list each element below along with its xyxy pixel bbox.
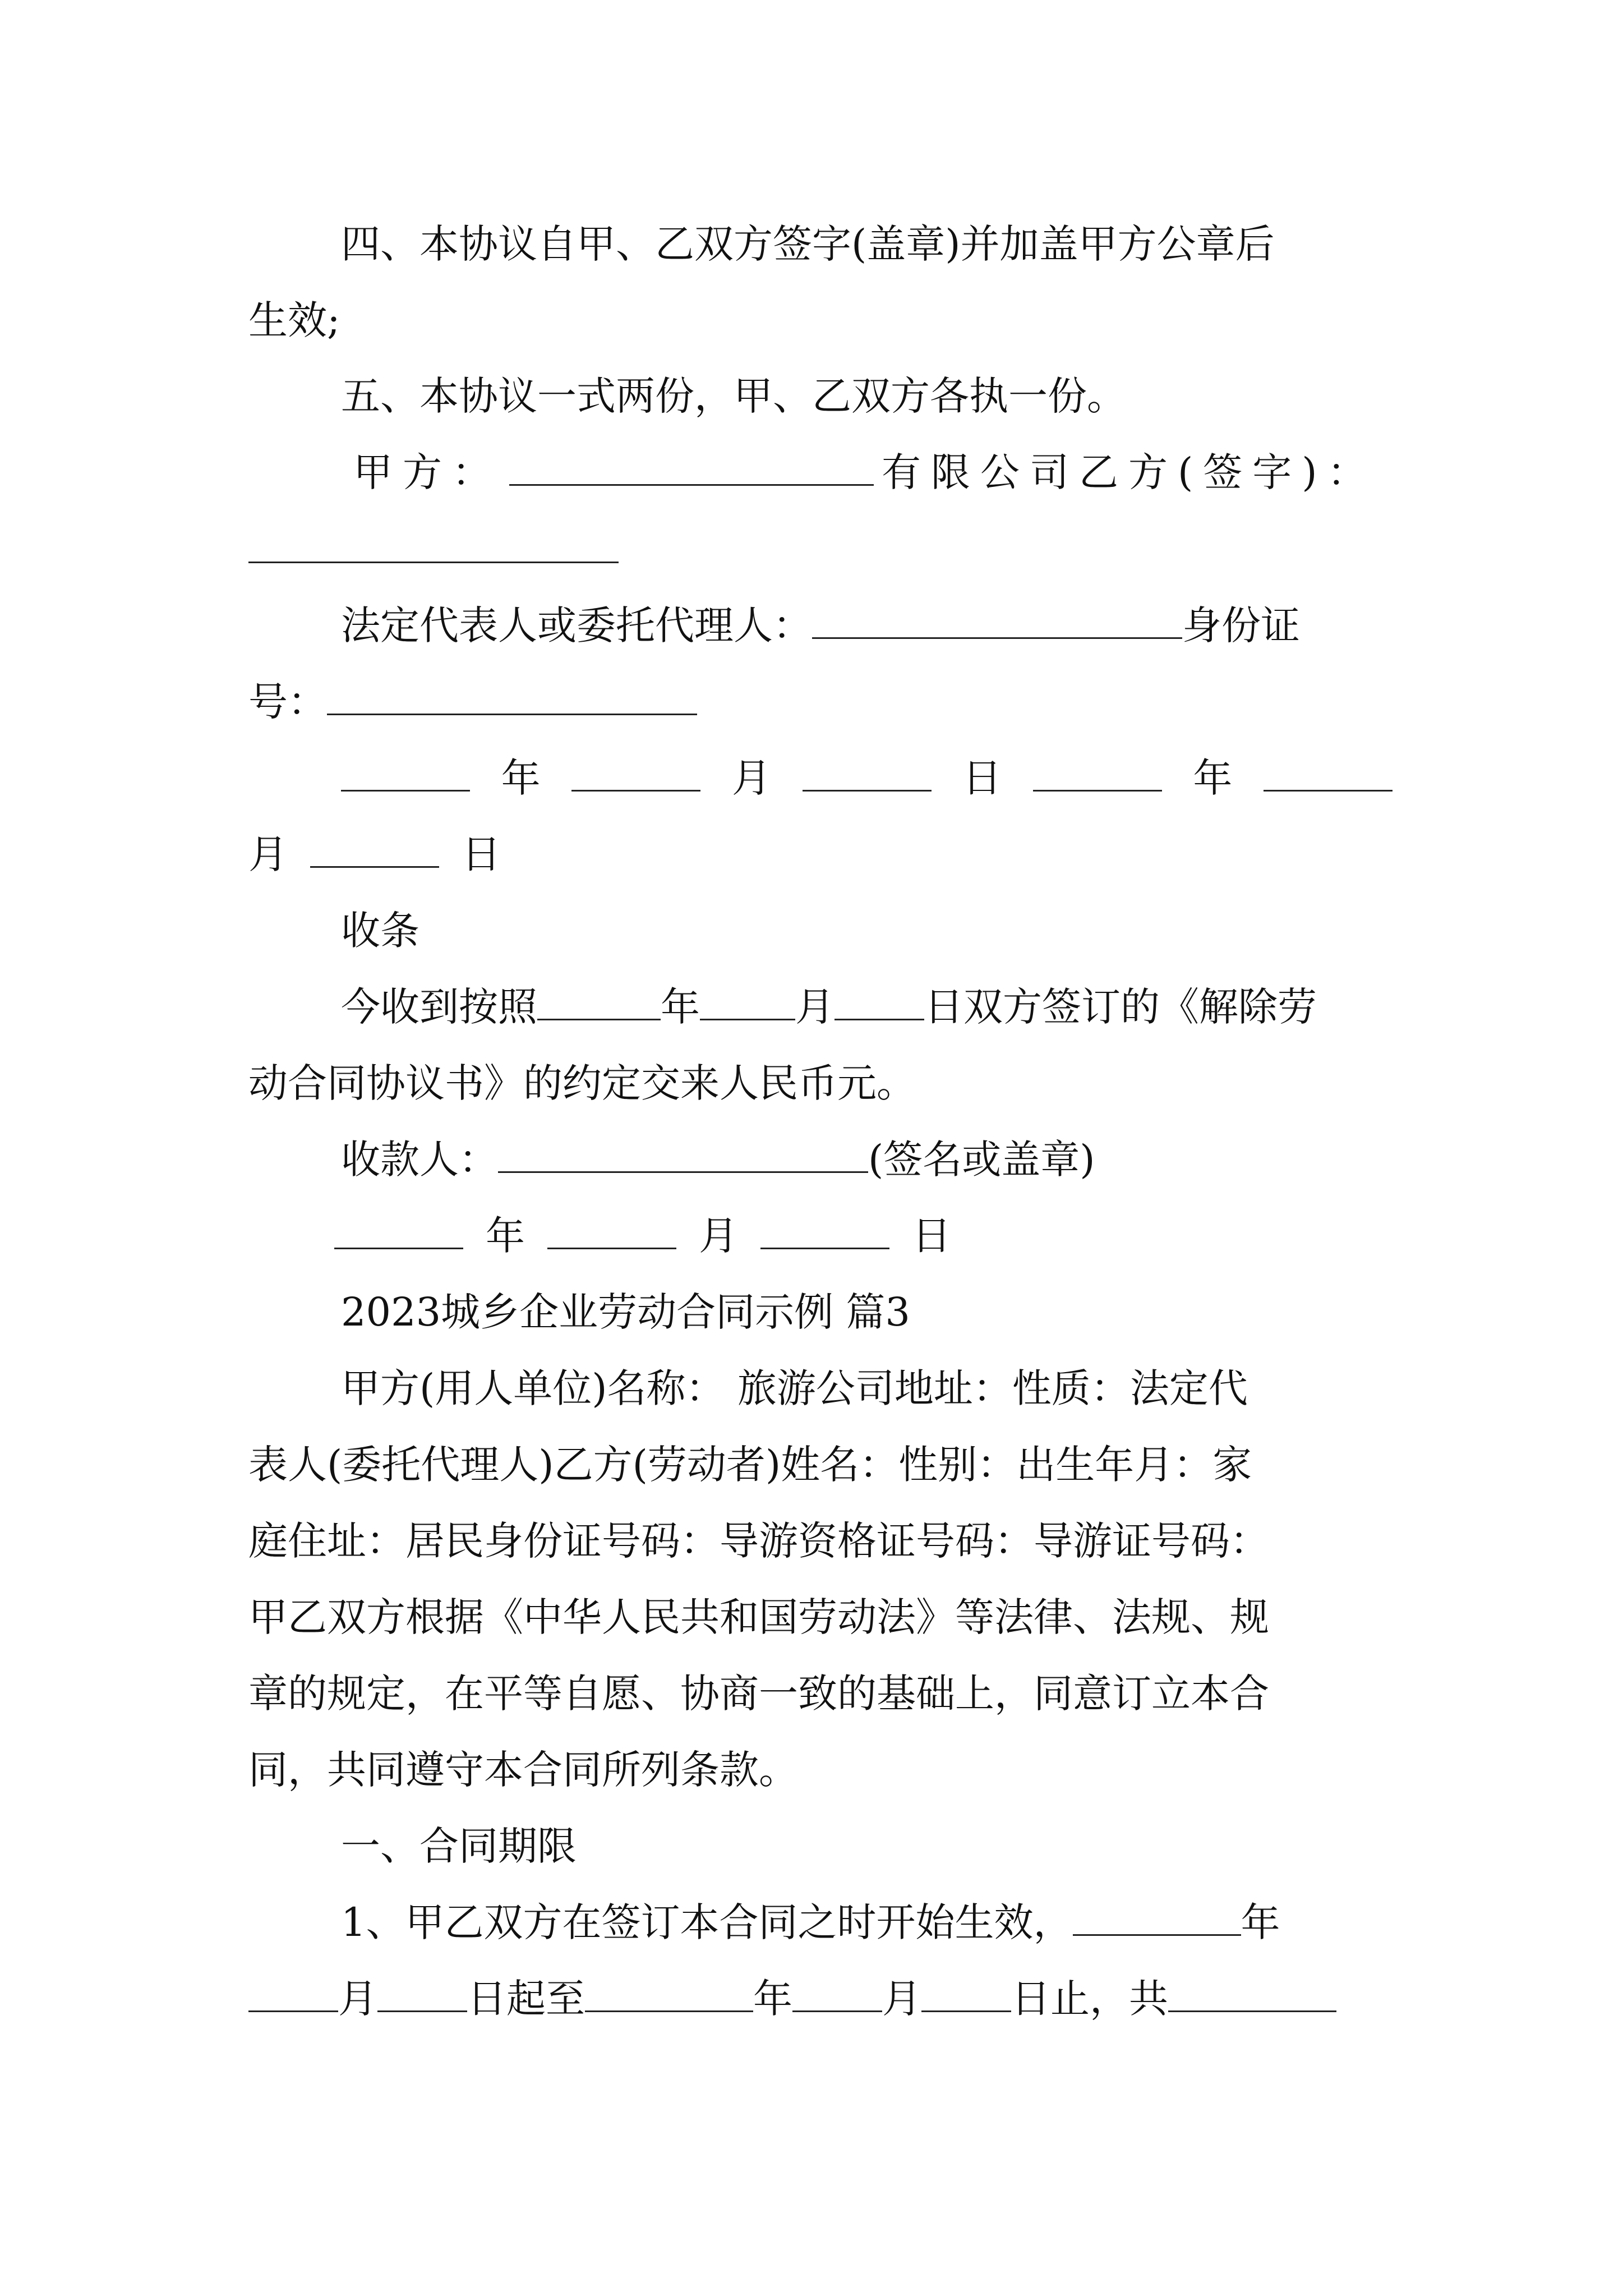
party-signature-line <box>353 447 1393 498</box>
month-label: 月 <box>338 1976 377 2022</box>
duration-blank <box>1168 1976 1336 2012</box>
month-label: 月 <box>699 1213 738 1259</box>
term-1-line-2 <box>248 1973 1393 2024</box>
date-blank <box>792 1976 882 2012</box>
id-number-line <box>248 677 1393 727</box>
representative-label: 法定代表人或委托代理人： <box>341 602 812 648</box>
date-blank <box>547 1213 676 1249</box>
term-1-line-1 <box>341 1897 1393 1948</box>
clause-5: 五、本协议一式两份，甲、乙双方各执一份。 <box>341 373 1126 419</box>
date-blank <box>803 755 932 792</box>
date-blank <box>248 1976 338 2012</box>
term-1-start: 1、甲乙双方在签订本合同之时开始生效， <box>341 1899 1073 1945</box>
contract-paragraph-line-2: 表人(委托代理人)乙方(劳动者)姓名：性别：出生年月：家 <box>248 1442 1252 1488</box>
representative-line <box>341 600 1393 651</box>
receipt-date-line <box>334 1211 1007 1261</box>
date-blank <box>585 1976 753 2012</box>
year-label: 年 <box>661 984 700 1030</box>
year-label: 年 <box>753 1976 792 2022</box>
representative-blank <box>812 602 1182 639</box>
receipt-body-mid: 日双方签订的《解除劳 <box>924 984 1317 1030</box>
contract-paragraph-line-4: 甲乙双方根据《中华人民共和国劳动法》等法律、法规、规 <box>248 1594 1269 1640</box>
month-label: 月 <box>795 984 834 1030</box>
id-label-part-2: 号： <box>248 679 327 725</box>
signing-date-line-1 <box>341 753 1393 803</box>
date-blank <box>377 1976 467 2012</box>
party-b-blank-line <box>248 524 1393 575</box>
date-blank <box>1264 755 1393 792</box>
month-label: 月 <box>248 831 288 877</box>
party-b-blank <box>248 527 619 563</box>
contract-paragraph-line-6: 同，共同遵守本合同所列条款。 <box>248 1747 798 1793</box>
date-blank <box>310 831 439 868</box>
receipt-body-line-1 <box>341 982 1393 1032</box>
date-blank <box>921 1976 1011 2012</box>
date-blank <box>700 984 795 1020</box>
contract-paragraph-line-3: 庭住址：居民身份证号码：导游资格证号码：导游证号码： <box>248 1518 1269 1564</box>
date-blank <box>834 984 924 1020</box>
day-label: 日 <box>912 1213 951 1259</box>
clause-4-line-1: 四、本协议自甲、乙双方签字(盖章)并加盖甲方公章后 <box>341 221 1275 267</box>
day-label: 日 <box>962 755 1002 801</box>
date-blank <box>571 755 700 792</box>
payee-line <box>341 1134 1393 1185</box>
contract-paragraph-line-1: 甲方(用人单位)名称： 旅游公司地址：性质：法定代 <box>341 1365 1248 1411</box>
party-a-label: 甲方： <box>353 449 501 495</box>
signing-date-line-2 <box>248 829 1393 880</box>
year-label: 年 <box>1241 1899 1280 1945</box>
receipt-body-line-2: 动合同协议书》的约定交来人民币元。 <box>248 1060 916 1106</box>
contract-paragraph-line-5: 章的规定，在平等自愿、协商一致的基础上，同意订立本合 <box>248 1671 1269 1717</box>
payee-label: 收款人： <box>341 1137 498 1182</box>
payee-note: (签名或盖章) <box>868 1137 1095 1182</box>
term-1-mid: 日起至 <box>467 1976 585 2022</box>
term-1-end: 日止，共 <box>1011 1976 1168 2022</box>
section-title: 2023城乡企业劳动合同示例 篇3 <box>341 1289 910 1335</box>
date-blank <box>760 1213 889 1249</box>
date-blank <box>1033 755 1162 792</box>
party-a-blank <box>509 449 874 486</box>
receipt-title: 收条 <box>341 908 419 954</box>
term-heading: 一、合同期限 <box>341 1823 577 1869</box>
year-label: 年 <box>1193 755 1233 801</box>
year-label: 年 <box>501 755 541 801</box>
date-blank <box>1073 1899 1241 1936</box>
day-label: 日 <box>462 831 501 877</box>
month-label: 月 <box>731 755 771 801</box>
date-blank <box>537 984 661 1020</box>
date-blank <box>334 1213 463 1249</box>
party-b-label: 有限公司乙方(签字)： <box>882 449 1377 495</box>
clause-4-line-2: 生效; <box>248 297 340 343</box>
id-label-part-1: 身份证 <box>1182 602 1300 648</box>
month-label: 月 <box>882 1976 921 2022</box>
id-number-blank <box>327 679 697 715</box>
date-blank <box>341 755 470 792</box>
receipt-body-start: 今收到按照 <box>341 984 537 1030</box>
payee-blank <box>498 1137 868 1173</box>
year-label: 年 <box>486 1213 525 1259</box>
